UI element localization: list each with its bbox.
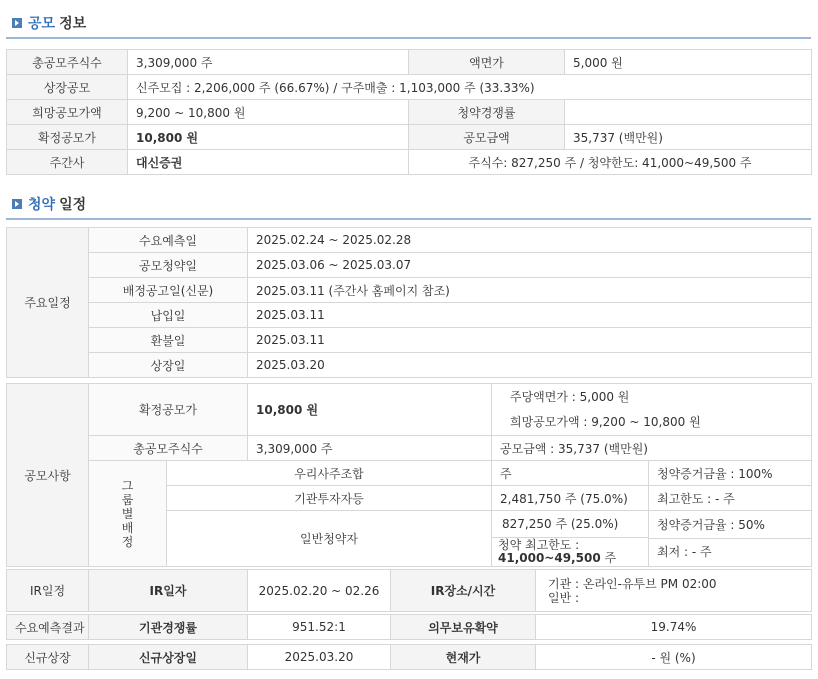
schedule-row-label: 상장일 [89,353,248,378]
underwriter-value: 대신증권 [128,150,409,175]
retail-max-label: 청약 최고한도 : [498,538,580,552]
table-row [7,461,812,486]
section-divider [6,218,811,220]
new-listing-table [6,644,812,670]
schedule-row-label: 수요예측일 [89,228,248,253]
employee-margin: 청약증거금율 : 100% [649,461,812,486]
ir-date-value: 2025.02.20 ~ 02.26 [248,570,391,612]
schedule-row-value: 2025.03.20 [248,353,812,378]
price-detail-cell [492,384,812,436]
section-title-offering-info [12,13,86,33]
lockup-value: 19.74% [536,615,812,640]
total-shares-label: 총공모주식수 [7,50,128,75]
par-label: 액면가 [409,50,565,75]
retail-max-unit: 주 [604,551,617,565]
table-row [7,384,812,436]
underwriter-detail: 주식수: 827,250 주 / 청약한도: 41,000~49,500 주 [409,150,812,175]
table-row [7,353,812,378]
schedule-row-value: 2025.02.24 ~ 2025.02.28 [248,228,812,253]
total-shares-label: 총공모주식수 [89,436,248,461]
section-title-highlight: 공모 [28,16,56,32]
par-value: 5,000 원 [565,50,812,75]
retail-margin: 청약증거금율 : 50% [649,512,811,539]
table-row [7,75,812,100]
table-row [7,570,812,612]
demand-result-table [6,614,812,640]
lockup-label: 의무보유확약 [391,615,536,640]
offering-info-table [6,49,812,175]
ir-place-label: IR장소/시간 [391,570,536,612]
listing-value: 신주모집 : 2,206,000 주 (66.67%) / 구주매출 : 1,103,000 주 (33.33%) [128,75,812,100]
amount-label: 공모금액 [409,125,565,150]
retail-shares-cell [492,511,649,567]
table-row [7,615,812,640]
ir-table [6,569,812,612]
table-row [7,303,812,328]
schedule-row-label: 납입일 [89,303,248,328]
retail-max-block [492,538,648,566]
main-schedule-label: 주요일정 [7,228,89,378]
ir-schedule-label: IR일정 [7,570,89,612]
table-row [7,228,812,253]
schedule-row-label: 공모청약일 [89,253,248,278]
ir-retail-line: 일반 : [548,590,580,605]
retail-label: 일반청약자 [167,511,492,567]
offering-details-table [6,383,812,567]
table-row [7,278,812,303]
table-row [7,645,812,670]
par-line: 주당액면가 : 5,000 원 [510,389,630,404]
ir-place-cell [536,570,812,612]
institution-shares: 2,481,750 주 (75.0%) [492,486,649,511]
table-row [7,125,812,150]
ir-date-label: IR일자 [89,570,248,612]
section-title-subscription-schedule [12,194,86,214]
group-allocation-text: 그룹별배정 [121,478,134,549]
schedule-row-label: 배정공고일(신문) [89,278,248,303]
inst-competition-value: 951.52:1 [248,615,391,640]
retail-max-value: 41,000~49,500 [498,551,601,565]
amount-line: 공모금액 : 35,737 (백만원) [492,436,812,461]
new-listing-date-label: 신규상장일 [89,645,248,670]
bullet-arrow-icon [12,18,22,28]
schedule-row-value: 2025.03.11 [248,303,812,328]
final-price-value: 10,800 원 [128,125,409,150]
table-row [7,436,812,461]
employee-shares: 주 [492,461,649,486]
section-title-highlight: 청약 [28,197,56,213]
schedule-row-label: 환불일 [89,328,248,353]
schedule-row-value: 2025.03.11 [248,328,812,353]
section-title-rest: 일정 [59,197,87,213]
total-shares-value: 3,309,000 주 [128,50,409,75]
table-row [7,253,812,278]
institution-label: 기관투자자등 [167,486,492,511]
employee-label: 우리사주조합 [167,461,492,486]
current-price-value: - 원 (%) [536,645,812,670]
competition-label: 청약경쟁률 [409,100,565,125]
demand-result-label: 수요예측결과 [7,615,89,640]
inst-competition-label: 기관경쟁률 [89,615,248,640]
hope-price-label: 희망공모가액 [7,100,128,125]
current-price-label: 현재가 [391,645,536,670]
underwriter-label: 주간사 [7,150,128,175]
main-schedule-table [6,227,812,378]
amount-value: 35,737 (백만원) [565,125,812,150]
table-row [7,150,812,175]
retail-min: 최저 : - 주 [657,544,712,559]
final-price-value: 10,800 원 [248,384,492,436]
table-row [7,328,812,353]
total-shares-value: 3,309,000 주 [248,436,492,461]
competition-value [565,100,812,125]
retail-margin-cell [649,511,812,567]
table-row [7,100,812,125]
institution-limit: 최고한도 : - 주 [649,486,812,511]
bullet-arrow-icon [12,199,22,209]
listing-label: 상장공모 [7,75,128,100]
section-title-rest: 정보 [59,16,87,32]
hope-price-value: 9,200 ~ 10,800 원 [128,100,409,125]
schedule-row-value: 2025.03.11 (주간사 홈페이지 참조) [248,278,812,303]
table-row [7,50,812,75]
hope-price-line: 희망공모가액 : 9,200 ~ 10,800 원 [510,414,701,429]
ir-inst-line: 기관 : 온라인-유투브 PM 02:00 [548,576,717,591]
final-price-label: 확정공모가 [89,384,248,436]
offering-details-label: 공모사항 [7,384,89,567]
final-price-label: 확정공모가 [7,125,128,150]
section-divider [6,37,811,39]
retail-shares: 827,250 주 (25.0%) [492,511,648,538]
new-listing-label: 신규상장 [7,645,89,670]
group-allocation-label [89,461,167,567]
schedule-row-value: 2025.03.06 ~ 2025.03.07 [248,253,812,278]
new-listing-date-value: 2025.03.20 [248,645,391,670]
